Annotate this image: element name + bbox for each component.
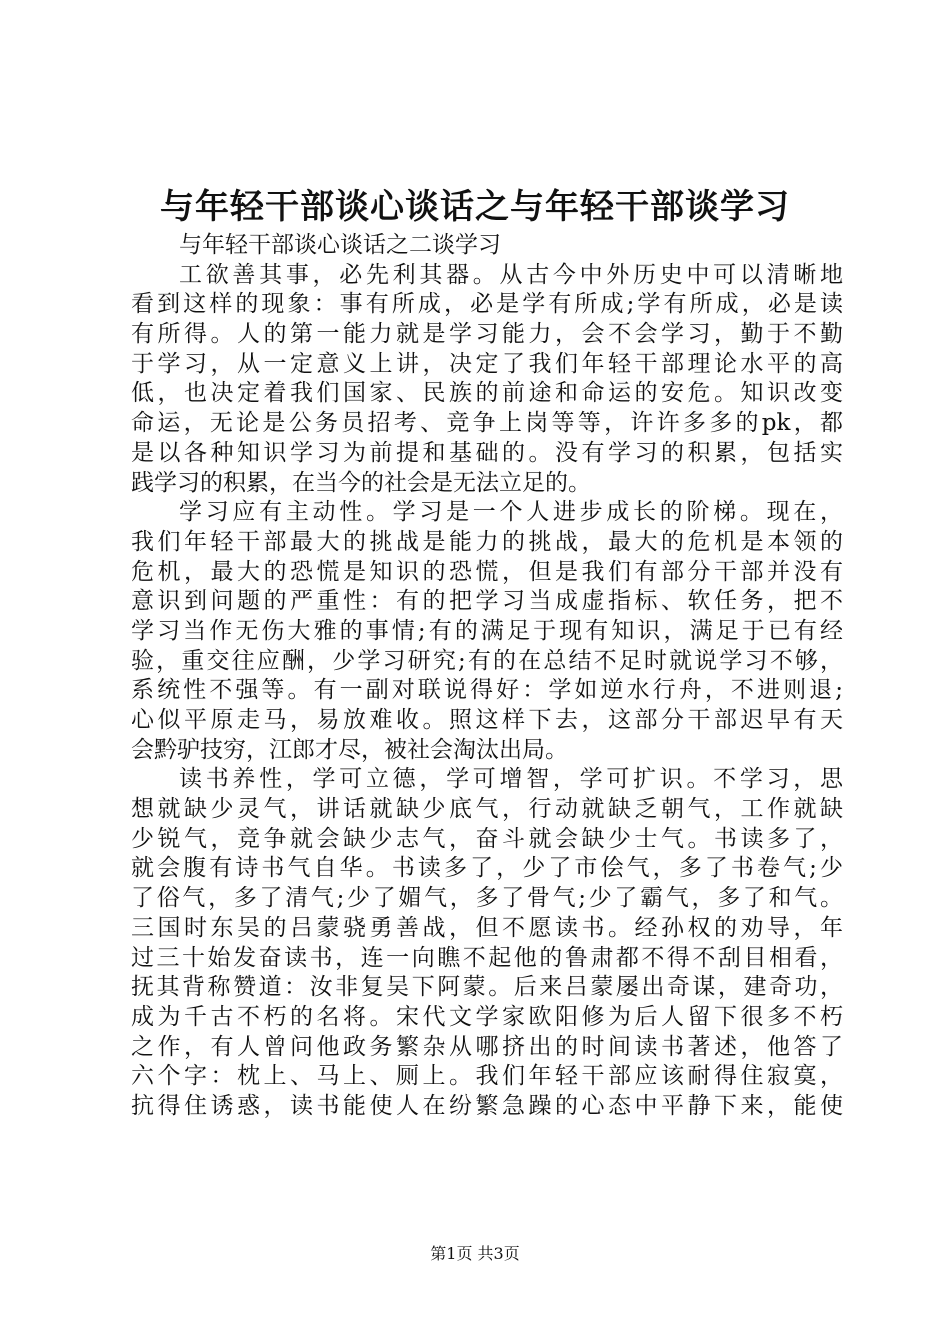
paragraph-line: 心似平原走马，易放难收。照这样下去，这部分干部迟早有天: [131, 707, 843, 733]
paragraph-line: 成为千古不朽的名将。宋代文学家欧阳修为后人留下很多不朽: [131, 1003, 843, 1030]
paragraph-line: 抗得住诱惑，读书能使人在纷繁急躁的心态中平静下来，能使: [131, 1092, 843, 1119]
paragraph-line: 工欲善其事，必先利其器。从古今中外历史中可以清晰地: [179, 261, 843, 288]
paragraph-line: 于学习，从一定意义上讲，决定了我们年轻干部理论水平的高: [131, 350, 843, 377]
paragraph-line: 抚其背称赞道：汝非复吴下阿蒙。后来吕蒙屡出奇谋，建奇功，: [131, 974, 843, 1001]
paragraph-3: [131, 765, 843, 1121]
paragraph-2: [131, 498, 843, 765]
paragraph-line: 想就缺少灵气，讲话就缺少底气，行动就缺乏朝气，工作就缺: [131, 796, 843, 823]
page-indicator: 第1页 共3页: [430, 1244, 520, 1263]
paragraph-line: 有所得。人的第一能力就是学习能力，会不会学习，勤于不勤: [131, 321, 843, 348]
paragraph-line: 少锐气，竞争就会缺少志气，奋斗就会缺少士气。书读多了，: [131, 825, 843, 852]
paragraph-line: 学习当作无伤大雅的事情;有的满足于现有知识，满足于已有经: [131, 617, 843, 644]
paragraph-line: 读书养性，学可立德，学可增智，学可扩识。不学习，思: [179, 766, 843, 793]
paragraph-line: 低，也决定着我们国家、民族的前途和命运的安危。知识改变: [131, 380, 843, 407]
document-body: [131, 231, 843, 1122]
paragraph-line: 之作，有人曾问他政务繁杂从哪挤出的时间读书著述，他答了: [131, 1033, 843, 1060]
paragraph-line: 学习应有主动性。学习是一个人进步成长的阶梯。现在，: [179, 499, 843, 526]
paragraph-line: 意识到问题的严重性：有的把学习当成虚指标、软任务，把不: [131, 588, 843, 615]
paragraph-line: 是以各种知识学习为前提和基础的。没有学习的积累，包括实: [131, 439, 843, 466]
document-title: 与年轻干部谈心谈话之与年轻干部谈学习: [160, 187, 790, 227]
paragraph-line: 六个字：枕上、马上、厕上。我们年轻干部应该耐得住寂寞，: [131, 1063, 843, 1090]
paragraph-line: 三国时东吴的吕蒙骁勇善战，但不愿读书。经孙权的劝导，年: [131, 914, 843, 941]
paragraph-line: 验，重交往应酬，少学习研究;有的在总结不足时就说学习不够，: [131, 647, 843, 674]
paragraph-line: 过三十始发奋读书，连一向瞧不起他的鲁肃都不得不刮目相看，: [131, 944, 843, 971]
paragraph-line: 了俗气，多了清气;少了媚气，多了骨气;少了霸气，多了和气。: [131, 885, 843, 912]
paragraph-line: 践学习的积累，在当今的社会是无法立足的。: [131, 469, 591, 496]
paragraph-line: 危机，最大的恐慌是知识的恐慌，但是我们有部分干部并没有: [131, 558, 843, 585]
paragraph-line: 看到这样的现象：事有所成，必是学有所成;学有所成，必是读: [131, 291, 843, 318]
paragraph-1: [131, 261, 843, 499]
paragraph-line: 会黔驴技穷，江郎才尽，被社会淘汰出局。: [131, 736, 568, 763]
paragraph-line: 我们年轻干部最大的挑战是能力的挑战，最大的危机是本领的: [131, 528, 843, 555]
paragraph-line: 命运，无论是公务员招考、竞争上岗等等，许许多多的pk，都: [131, 410, 843, 437]
document-subtitle: 与年轻干部谈心谈话之二谈学习: [179, 232, 501, 258]
paragraph-line: 就会腹有诗书气自华。书读多了，少了市侩气，多了书卷气;少: [131, 855, 843, 882]
paragraph-line: 系统性不强等。有一副对联说得好：学如逆水行舟，不进则退;: [131, 677, 843, 704]
